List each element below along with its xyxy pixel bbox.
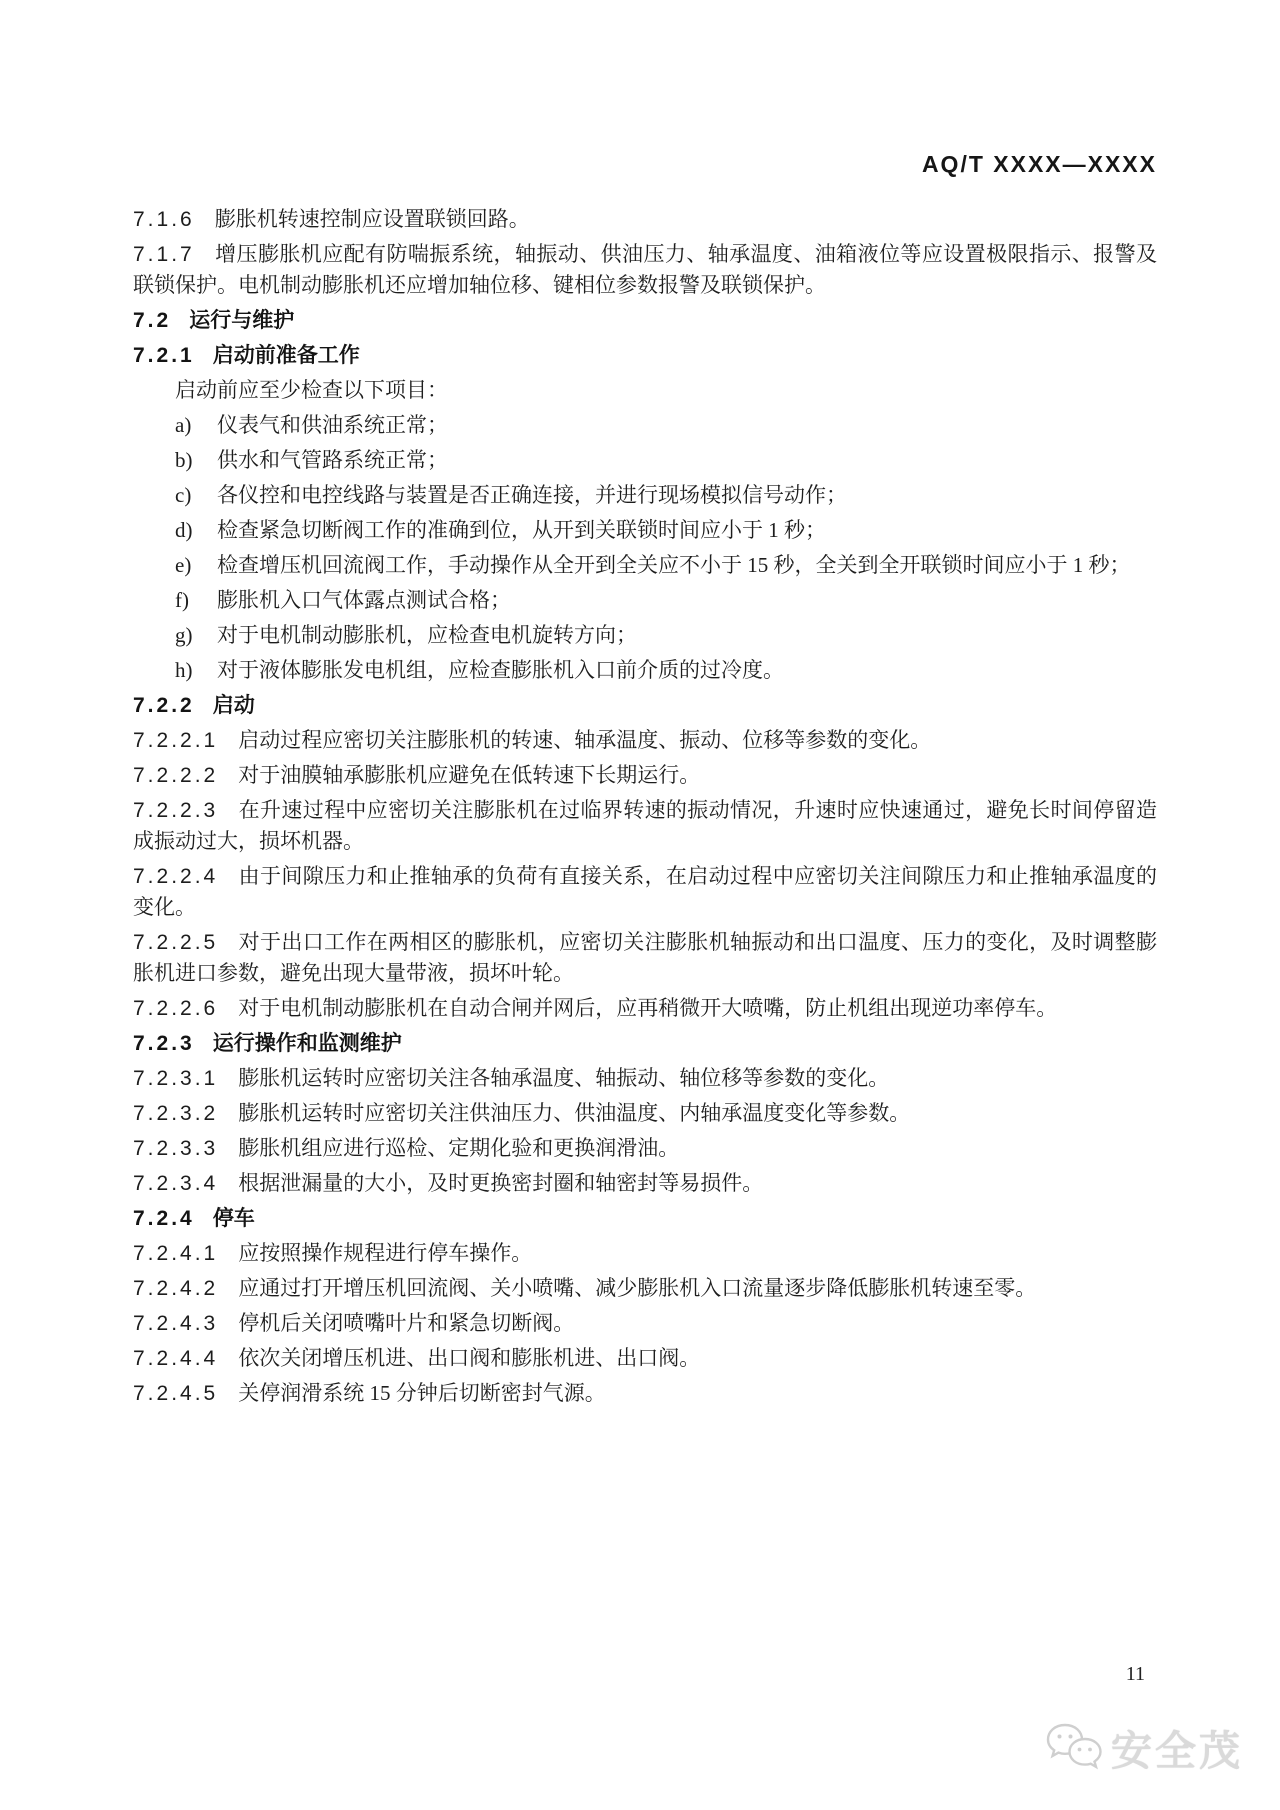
clause-number: 7.2.4.4 [133, 1347, 219, 1370]
section-title: 运行与维护 [189, 309, 295, 332]
clause-number: 7.1.6 [133, 208, 195, 231]
list-item-letter: a) [175, 413, 192, 437]
paragraph-text: 检查紧急切断阀工作的准确到位，从开到关联锁时间应小于 1 秒； [217, 518, 826, 542]
section-title: 启动 [212, 694, 255, 717]
clause-paragraph [133, 1063, 1157, 1094]
clause-number: 7.2.3.1 [133, 1067, 219, 1090]
paragraph-text: 启动过程应密切关注膨胀机的转速、轴承温度、振动、位移等参数的变化。 [238, 728, 932, 752]
clause-paragraph [133, 861, 1157, 923]
paragraph-text: 膨胀机组应进行巡检、定期化验和更换润滑油。 [238, 1136, 680, 1160]
clause-paragraph [133, 1168, 1157, 1199]
clause-number: 7.2.4.3 [133, 1312, 219, 1335]
list-item-letter: f) [175, 588, 189, 612]
list-item [133, 620, 1157, 651]
clause-number: 7.2.3.2 [133, 1102, 219, 1125]
clause-number: 7.2.2.2 [133, 764, 219, 787]
clause-paragraph [133, 1133, 1157, 1164]
wechat-icon [1045, 1721, 1103, 1775]
section-title: 停车 [212, 1207, 255, 1230]
paragraph-text: 依次关闭增压机进、出口阀和膨胀机进、出口阀。 [238, 1346, 701, 1370]
clause-number: 7.2.2.3 [133, 799, 219, 822]
paragraph-text: 关停润滑系统 15 分钟后切断密封气源。 [238, 1381, 606, 1405]
list-item-letter: d) [175, 518, 193, 542]
section-heading [133, 305, 1157, 336]
page-number: 11 [1125, 1663, 1145, 1685]
document-body [133, 204, 1157, 1409]
list-item [133, 410, 1157, 441]
clause-number: 7.2.2.4 [133, 865, 219, 888]
paragraph-text: 膨胀机运转时应密切关注各轴承温度、轴振动、轴位移等参数的变化。 [238, 1066, 890, 1090]
paragraph-text: 膨胀机入口气体露点测试合格； [217, 588, 511, 612]
list-item-letter: e) [175, 553, 192, 577]
clause-number: 7.2.2.6 [133, 997, 219, 1020]
section-title: 运行操作和监测维护 [212, 1032, 402, 1055]
list-item [133, 480, 1157, 511]
clause-number: 7.2.4.2 [133, 1277, 219, 1300]
paragraph-text: 对于油膜轴承膨胀机应避免在低转速下长期运行。 [238, 763, 701, 787]
intro-paragraph [133, 375, 1157, 406]
page-content [133, 150, 1157, 1413]
list-item-letter: b) [175, 448, 193, 472]
clause-number: 7.2.4.5 [133, 1382, 219, 1405]
list-item [133, 445, 1157, 476]
section-number: 7.2.1 [133, 344, 195, 367]
section-number: 7.2 [133, 309, 172, 332]
clause-number: 7.2.2.5 [133, 931, 219, 954]
paragraph-text: 仪表气和供油系统正常； [217, 413, 448, 437]
paragraph-text: 膨胀机运转时应密切关注供油压力、供油温度、内轴承温度变化等参数。 [238, 1101, 911, 1125]
clause-paragraph [133, 204, 1157, 235]
section-heading [133, 1203, 1157, 1234]
paragraph-text: 膨胀机转速控制应设置联锁回路。 [214, 207, 530, 231]
clause-number: 7.2.2.1 [133, 729, 219, 752]
list-item-letter: c) [175, 483, 192, 507]
paragraph-text: 应通过打开增压机回流阀、关小喷嘴、减少膨胀机入口流量逐步降低膨胀机转速至零。 [238, 1276, 1037, 1300]
clause-paragraph [133, 239, 1157, 301]
paragraph-text: 对于出口工作在两相区的膨胀机，应密切关注膨胀机轴振动和出口温度、压力的变化，及时调整膨胀机进口参数，避免出现大量带液，损坏叶轮。 [133, 930, 1157, 985]
paragraph-text: 由于间隙压力和止推轴承的负荷有直接关系，在启动过程中应密切关注间隙压力和止推轴承温度的变化。 [133, 864, 1157, 919]
paragraph-text: 对于液体膨胀发电机组，应检查膨胀机入口前介质的过冷度。 [217, 658, 784, 682]
section-heading [133, 1028, 1157, 1059]
paragraph-text: 根据泄漏量的大小，及时更换密封圈和轴密封等易损件。 [238, 1171, 764, 1195]
clause-paragraph [133, 927, 1157, 989]
section-title: 启动前准备工作 [212, 344, 360, 367]
paragraph-text: 在升速过程中应密切关注膨胀机在过临界转速的振动情况，升速时应快速通过，避免长时间停留造成振动过大，损坏机器。 [133, 798, 1157, 853]
section-heading [133, 340, 1157, 371]
clause-paragraph [133, 725, 1157, 756]
clause-paragraph [133, 1308, 1157, 1339]
paragraph-text: 检查增压机回流阀工作，手动操作从全开到全关应不小于 15 秒，全关到全开联锁时间应小于 1 秒； [217, 553, 1131, 577]
list-item [133, 655, 1157, 686]
doc-code-header: AQ/T XXXX—XXXX [921, 151, 1157, 177]
list-item-letter: h) [175, 658, 193, 682]
clause-number: 7.2.3.3 [133, 1137, 219, 1160]
section-number: 7.2.2 [133, 694, 195, 717]
clause-paragraph [133, 1273, 1157, 1304]
paragraph-text: 各仪控和电控线路与装置是否正确连接，并进行现场模拟信号动作； [217, 483, 847, 507]
paragraph-text: 供水和气管路系统正常； [217, 448, 448, 472]
section-number: 7.2.3 [133, 1032, 195, 1055]
clause-paragraph [133, 1378, 1157, 1409]
paragraph-text: 停机后关闭喷嘴叶片和紧急切断阀。 [238, 1311, 575, 1335]
clause-number: 7.2.3.4 [133, 1172, 219, 1195]
clause-number: 7.2.4.1 [133, 1242, 219, 1265]
paragraph-text: 增压膨胀机应配有防喘振系统，轴振动、供油压力、轴承温度、油箱液位等应设置极限指示、报警及联锁保护。电机制动膨胀机还应增加轴位移、键相位参数报警及联锁保护。 [133, 242, 1157, 297]
list-item [133, 585, 1157, 616]
list-item [133, 550, 1157, 581]
clause-paragraph [133, 993, 1157, 1024]
list-item-letter: g) [175, 623, 193, 647]
clause-paragraph [133, 760, 1157, 791]
watermark [1045, 1718, 1243, 1777]
clause-paragraph [133, 1238, 1157, 1269]
paragraph-text: 对于电机制动膨胀机，应检查电机旋转方向； [217, 623, 637, 647]
section-heading [133, 690, 1157, 721]
clause-paragraph [133, 1098, 1157, 1129]
paragraph-text: 对于电机制动膨胀机在自动合闸并网后，应再稍微开大喷嘴，防止机组出现逆功率停车。 [238, 996, 1058, 1020]
paragraph-text: 启动前应至少检查以下项目： [175, 378, 448, 402]
section-number: 7.2.4 [133, 1207, 195, 1230]
list-item [133, 515, 1157, 546]
clause-paragraph [133, 1343, 1157, 1374]
clause-paragraph [133, 795, 1157, 857]
paragraph-text: 应按照操作规程进行停车操作。 [238, 1241, 533, 1265]
clause-number: 7.1.7 [133, 243, 195, 266]
watermark-label: 安全茂 [1111, 1728, 1243, 1774]
